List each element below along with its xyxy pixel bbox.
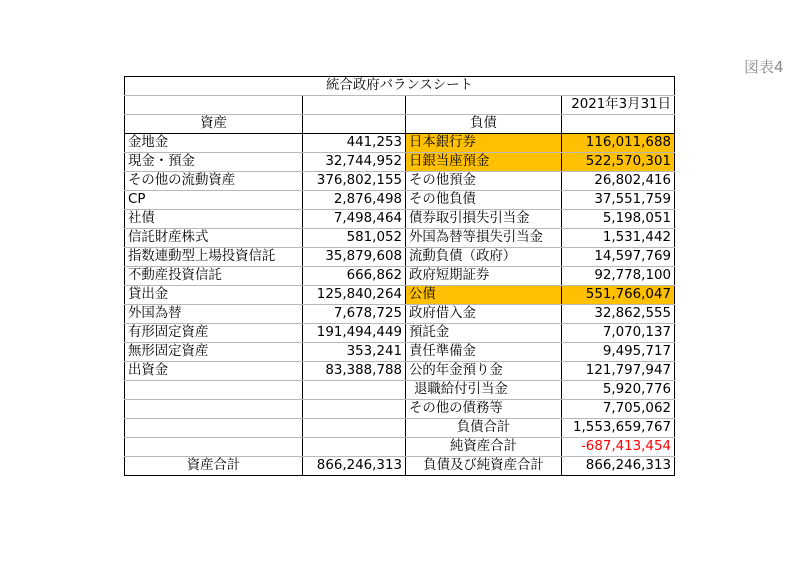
asset-value: 35,879,608: [303, 248, 406, 267]
table-row: [125, 267, 675, 286]
asset-value: 666,862: [303, 267, 406, 286]
asset-label: 金地金: [125, 134, 303, 153]
asset-label: 信託財産株式: [125, 229, 303, 248]
asset-value: 441,253: [303, 134, 406, 153]
asset-value: 2,876,498: [303, 191, 406, 210]
table-row: [125, 229, 675, 248]
liability-value: 7,705,062: [562, 400, 675, 419]
asset-label: 貸出金: [125, 286, 303, 305]
table-row: [125, 362, 675, 381]
table-row: [125, 343, 675, 362]
liability-label: 退職給付引当金: [406, 381, 562, 400]
asset-value: 7,498,464: [303, 210, 406, 229]
table-row: [125, 400, 675, 419]
asset-label: [125, 381, 303, 400]
liability-label: 日銀当座預金: [406, 153, 562, 172]
liability-value: 116,011,688: [562, 134, 675, 153]
liability-label: 責任準備金: [406, 343, 562, 362]
liability-value: 5,920,776: [562, 381, 675, 400]
liability-label: 債券取引損失引当金: [406, 210, 562, 229]
table-row: [125, 286, 675, 305]
liability-label: 政府借入金: [406, 305, 562, 324]
liability-label: 流動負債（政府）: [406, 248, 562, 267]
title-row: [125, 77, 675, 96]
liability-value: 32,862,555: [562, 305, 675, 324]
liabilities-header: 負債: [406, 115, 562, 134]
table-row: [125, 381, 675, 400]
asset-label: 出資金: [125, 362, 303, 381]
asset-value: 376,802,155: [303, 172, 406, 191]
asset-value: 353,241: [303, 343, 406, 362]
balance-sheet-table: [124, 76, 675, 476]
liability-value: -687,413,454: [562, 438, 675, 457]
asset-label: 外国為替: [125, 305, 303, 324]
liability-label: 日本銀行券: [406, 134, 562, 153]
table-row: [125, 134, 675, 153]
liability-value: 7,070,137: [562, 324, 675, 343]
asset-value: 7,678,725: [303, 305, 406, 324]
liability-label: 預託金: [406, 324, 562, 343]
asset-label: 有形固定資産: [125, 324, 303, 343]
figure-label: 図表4: [744, 58, 784, 76]
table-title: 統合政府バランスシート: [125, 77, 675, 96]
header-row: [125, 115, 675, 134]
asset-label: その他の流動資産: [125, 172, 303, 191]
table-row: [125, 419, 675, 438]
assets-total-label: 資産合計: [125, 457, 303, 476]
date-row: [125, 96, 675, 115]
table-row: [125, 324, 675, 343]
asset-value: 32,744,952: [303, 153, 406, 172]
asset-value: [303, 438, 406, 457]
asset-value: [303, 400, 406, 419]
table-row: [125, 305, 675, 324]
table-row: [125, 438, 675, 457]
assets-header: 資産: [125, 115, 303, 134]
liabilities-total-value: 866,246,313: [562, 457, 675, 476]
liability-label: 公債: [406, 286, 562, 305]
liability-label: 負債合計: [406, 419, 562, 438]
liability-label: 外国為替等損失引当金: [406, 229, 562, 248]
asset-label: 現金・預金: [125, 153, 303, 172]
asset-label: 不動産投資信託: [125, 267, 303, 286]
liabilities-total-label: 負債及び純資産合計: [406, 457, 562, 476]
liability-label: その他の債務等: [406, 400, 562, 419]
asset-value: 125,840,264: [303, 286, 406, 305]
asset-value: [303, 381, 406, 400]
table-row: [125, 248, 675, 267]
liability-label: 政府短期証券: [406, 267, 562, 286]
asset-label: [125, 419, 303, 438]
liability-value: 37,551,759: [562, 191, 675, 210]
asset-value: 191,494,449: [303, 324, 406, 343]
asset-label: 指数連動型上場投資信託: [125, 248, 303, 267]
liability-value: 121,797,947: [562, 362, 675, 381]
liability-label: 公的年金預り金: [406, 362, 562, 381]
asset-value: [303, 419, 406, 438]
liability-label: その他預金: [406, 172, 562, 191]
liability-value: 1,553,659,767: [562, 419, 675, 438]
liability-value: 14,597,769: [562, 248, 675, 267]
total-row: [125, 457, 675, 476]
table-row: [125, 210, 675, 229]
liability-value: 5,198,051: [562, 210, 675, 229]
table-row: [125, 191, 675, 210]
asset-label: 社債: [125, 210, 303, 229]
asset-value: 581,052: [303, 229, 406, 248]
liability-label: 純資産合計: [406, 438, 562, 457]
liability-label: その他負債: [406, 191, 562, 210]
table-row: [125, 172, 675, 191]
table-row: [125, 153, 675, 172]
liability-value: 92,778,100: [562, 267, 675, 286]
assets-total-value: 866,246,313: [303, 457, 406, 476]
asset-label: [125, 438, 303, 457]
asset-label: 無形固定資産: [125, 343, 303, 362]
asset-value: 83,388,788: [303, 362, 406, 381]
liability-value: 26,802,416: [562, 172, 675, 191]
report-date: 2021年3月31日: [562, 96, 675, 115]
asset-label: [125, 400, 303, 419]
liability-value: 522,570,301: [562, 153, 675, 172]
liability-value: 551,766,047: [562, 286, 675, 305]
liability-value: 9,495,717: [562, 343, 675, 362]
liability-value: 1,531,442: [562, 229, 675, 248]
asset-label: CP: [125, 191, 303, 210]
